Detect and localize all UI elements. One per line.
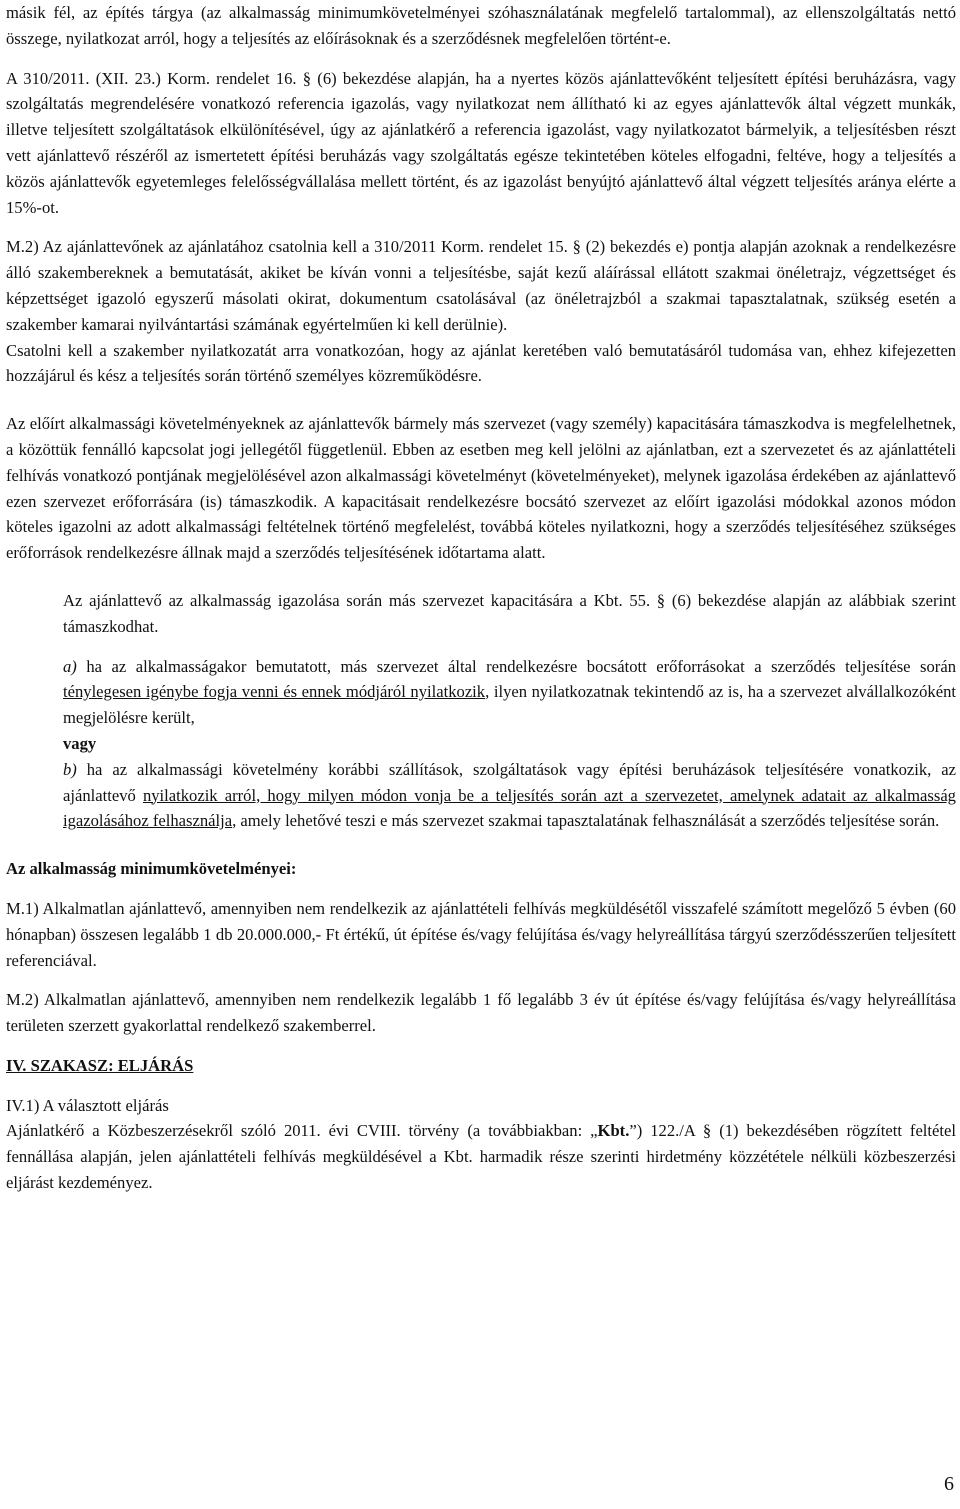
procedure-text-after: ”) 122./A § (1) bekezdésében rögzített feltétel fennállása alapján, jelen ajánlattételi felhívás megküldésével a Kbt. harmadik része szerinti hirdetmény közzététele nélküli közbeszerzési eljárást kezdeményez. <box>6 1121 956 1193</box>
option-a-letter: a) <box>63 656 77 676</box>
procedure-text: Ajánlatkérő a Közbeszerzésekről szóló 2011. évi CVIII. törvény (a továbbiakban: „ <box>6 1121 598 1141</box>
procedure-kbt-abbr: Kbt. <box>597 1121 630 1141</box>
option-a-or: vagy <box>63 733 97 753</box>
paragraph-procedure <box>6 1118 956 1195</box>
heading-section-iv: IV. SZAKASZ: ELJÁRÁS <box>6 1055 194 1075</box>
page-number: 6 <box>944 1473 954 1495</box>
paragraph-kbt-55: Az ajánlattevő az alkalmasság igazolása során más szervezet kapacitására a Kbt. 55. § (6) bekezdése alapján az alábbiak szerint támaszkodhat. <box>63 590 956 636</box>
paragraph-m2-requirement: M.2) Alkalmatlan ajánlattevő, amennyiben nem rendelkezik legalább 1 fő legalább 3 év út építése és/vagy felújítása és/vagy helyreállítása területen szerzett gyakorlattal rendelkező szakemberrel. <box>6 990 956 1036</box>
option-a-text: ha az alkalmasságakor bemutatott, más szervezet által rendelkezésre bocsátott erőforrásokat a szerződés teljesítése során <box>76 656 956 676</box>
paragraph-expert-declaration: Csatolni kell a szakember nyilatkozatát arra vonatkozóan, hogy az ajánlat keretében való bemutatásáról tudomása van, ehhez kifejezetten hozzájárul és kész a teljesítés során történő személyes közreműködésre. <box>6 340 956 386</box>
paragraph-m2-experts: M.2) Az ajánlattevőnek az ajánlatához csatolnia kell a 310/2011 Korm. rendelet 15. § (2) bekezdés e) pontja alapján azoknak a rendelkezésre álló szakembereknek a bemutatását, akiket be kíván vonni a teljesítésbe, saját kezű aláírással ellátott szakmai önéletrajz, végzettséget és képzettséget igazoló egyszerű másolati okirat, dokumentum csatolásával (az önéletrajzból a szakmai tapasztalatnak, szükség esetén a szakember kamarai nyilvántartási számának egyértelműen ki kell derülnie). <box>6 237 956 334</box>
paragraph-reference-content: másik fél, az építés tárgya (az alkalmasság minimumkövetelményei szóhasználatának megfelelő tartalommal), az ellenszolgáltatás nettó összege, nyilatkozat arról, hogy a teljesítés az előírásoknak és a szerződésnek megfelelően történt-e. <box>6 3 956 48</box>
paragraph-joint-bidder-reference: A 310/2011. (XII. 23.) Korm. rendelet 16. § (6) bekezdése alapján, ha a nyertes közös ajánlattevőként teljesített építési beruházásra, vagy szolgáltatás megrendelésére vonatkozó referencia igazolás, vagy nyilatkozat nem állítható ki az egyes ajánlattevők által végzett munkák, illetve teljesített szolgáltatások elkülönítésével, úgy az ajánlatkérő a referencia igazolást, vagy nyilatkozatot bármelyik, a teljesítésben részt vett ajánlattevő részéről az ismertetett építési beruházás vagy szolgáltatás egésze tekintetében köteles elfogadni, feltéve, hogy a teljesítés a közös ajánlattevők egyetemleges felelősségvállalása mellett történt, és az igazolást benyújtó ajánlattevő által végzett teljesítés aránya elérte a 15%-ot. <box>6 68 956 217</box>
option-a-underlined: ténylegesen igénybe fogja venni és ennek módjáról nyilatkozik <box>63 682 486 702</box>
paragraph-iv1-title: IV.1) A választott eljárás <box>6 1095 169 1115</box>
paragraph-m1-requirement: M.1) Alkalmatlan ajánlattevő, amennyiben nem rendelkezik az ajánlattételi felhívás megküldésétől visszafelé számított megelőző 5 évben (60 hónapban) összesen legalább 1 db 20.000.000,- Ft értékű, út építése és/vagy felújítása és/vagy helyreállítása tárgyú szerződésszerűen teljesített referenciával. <box>6 898 956 970</box>
heading-minimum-requirements: Az alkalmasság minimumkövetelményei: <box>6 859 297 879</box>
paragraph-option-b <box>63 757 956 834</box>
paragraph-option-a <box>63 654 956 757</box>
option-b-underlined: nyilatkozik arról, hogy milyen módon vonja be a teljesítés során azt a szervezetet, amelynek adatait az alkalmasság igazolásához felhasználja <box>63 785 956 831</box>
option-a-text-after: , ilyen nyilatkozatnak tekintendő az is, ha a szervezet alvállalkozóként megjelölésre került, <box>63 682 956 728</box>
paragraph-capacity-reliance: Az előírt alkalmassági követelményeknek az ajánlattevők bármely más szervezet (vagy személy) kapacitására támaszkodva is megfelelhetnek, a közöttük fennálló kapcsolat jogi jellegétől függetlenül. Ebben az esetben meg kell jelölni az ajánlatban, ezt a szervezetet és az ajánlattételi felhívás vonatkozó pontjának megjelölésével azon alkalmassági követelményt (követelményeket), melynek igazolása érdekében az ajánlattevő ezen szervezet erőforrására (is) támaszkodik. A kapacitásait rendelkezésre bocsátó szervezet az előírt igazolási módokkal azonos módon köteles igazolni az adott alkalmassági feltételnek történő megfelelést, továbbá köteles nyilatkozni, hogy a szerződés teljesítéséhez szükséges erőforrások rendelkezésre állnak majd a szerződés teljesítésének időtartama alatt. <box>6 414 956 563</box>
option-b-text-after: , amely lehetővé teszi e más szervezet szakmai tapasztalatának felhasználását a szerződés teljesítése során. <box>232 811 940 831</box>
option-b-text: ha az alkalmassági követelmény korábbi szállítások, szolgáltatások vagy építési beruházások teljesítésére vonatkozik, az ajánlattevő <box>63 759 956 805</box>
option-b-letter: b) <box>63 759 77 779</box>
document-page <box>6 0 956 1196</box>
